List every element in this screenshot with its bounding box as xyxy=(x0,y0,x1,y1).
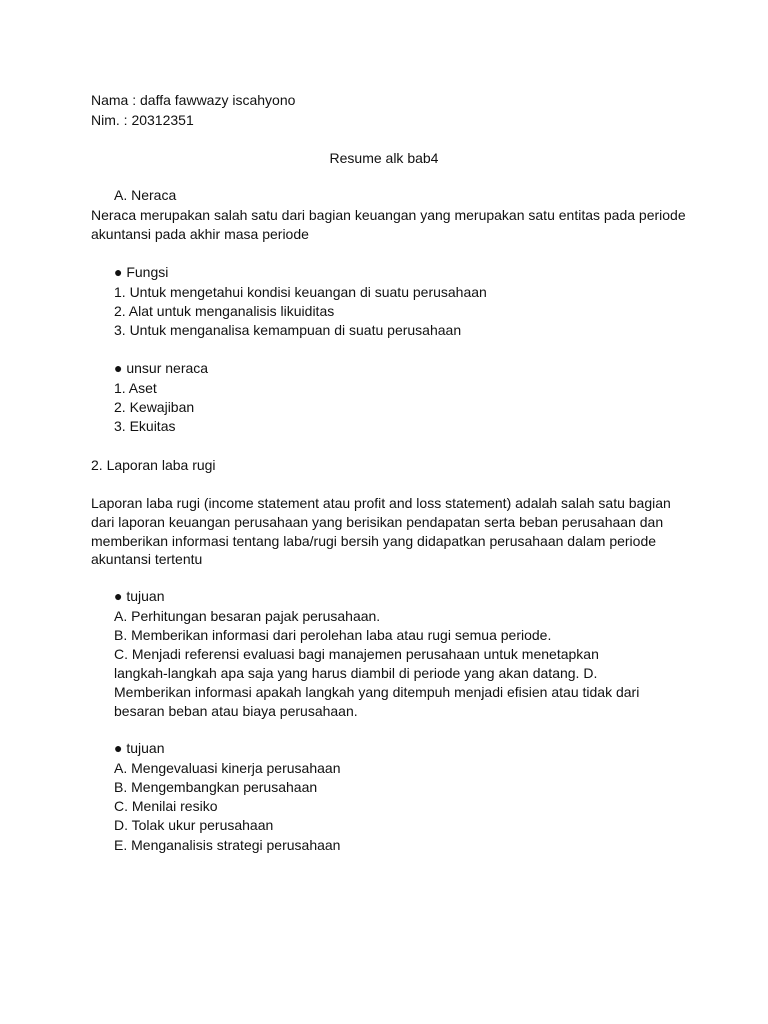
unsur-list-item: 3. Ekuitas xyxy=(114,418,176,434)
section-heading-laba-rugi: 2. Laporan laba rugi xyxy=(91,457,216,473)
tujuan-line: B. Memberikan informasi dari perolehan laba atau rugi semua periode. xyxy=(114,627,552,643)
unsur-list-item: 2. Kewajiban xyxy=(114,399,195,415)
student-nim: Nim. : 20312351 xyxy=(91,112,194,128)
laba-rugi-paragraph-line: memberikan informasi tentang laba/rugi bersih yang didapatkan perusahaan dalam periode xyxy=(91,533,657,549)
tujuan-bullet: ● tujuan xyxy=(114,740,165,756)
tujuan-list-item: D. Tolak ukur perusahaan xyxy=(114,817,274,833)
tujuan-line: C. Menjadi referensi evaluasi bagi manajemen perusahaan untuk menetapkan xyxy=(114,646,599,662)
tujuan-line: A. Perhitungan besaran pajak perusahaan. xyxy=(114,608,381,624)
fungsi-list-item: 2. Alat untuk menganalisis likuiditas xyxy=(114,303,335,319)
neraca-paragraph-line: akuntansi pada akhir masa periode xyxy=(91,226,309,242)
tujuan-line: langkah-langkah apa saja yang harus diambil di periode yang akan datang. D. xyxy=(114,665,598,681)
fungsi-list-item: 1. Untuk mengetahui kondisi keuangan di suatu perusahaan xyxy=(114,284,487,300)
tujuan-list-item: A. Mengevaluasi kinerja perusahaan xyxy=(114,760,341,776)
laba-rugi-paragraph-line: akuntansi tertentu xyxy=(91,551,203,567)
student-name: Nama : daffa fawwazy iscahyono xyxy=(91,92,296,108)
tujuan-line: Memberikan informasi apakah langkah yang ditempuh menjadi efisien atau tidak dari xyxy=(114,684,640,700)
unsur-neraca-bullet: ● unsur neraca xyxy=(114,360,209,376)
laba-rugi-paragraph-line: Laporan laba rugi (income statement atau profit and loss statement) adalah salah satu bagian xyxy=(91,495,671,511)
section-heading-neraca: A. Neraca xyxy=(114,187,177,203)
neraca-paragraph-line: Neraca merupakan salah satu dari bagian keuangan yang merupakan satu entitas pada periode xyxy=(91,207,686,223)
fungsi-bullet: ● Fungsi xyxy=(114,264,169,280)
tujuan-bullet: ● tujuan xyxy=(114,588,165,604)
document-title: Resume alk bab4 xyxy=(329,150,439,166)
tujuan-list-item: E. Menganalisis strategi perusahaan xyxy=(114,837,341,853)
laba-rugi-paragraph-line: dari laporan keuangan perusahaan yang berisikan pendapatan serta beban perusahaan dan xyxy=(91,514,664,530)
tujuan-list-item: C. Menilai resiko xyxy=(114,798,218,814)
fungsi-list-item: 3. Untuk menganalisa kemampuan di suatu perusahaan xyxy=(114,322,462,338)
unsur-list-item: 1. Aset xyxy=(114,380,157,396)
tujuan-list-item: B. Mengembangkan perusahaan xyxy=(114,779,318,795)
tujuan-line: besaran beban atau biaya perusahaan. xyxy=(114,703,358,719)
